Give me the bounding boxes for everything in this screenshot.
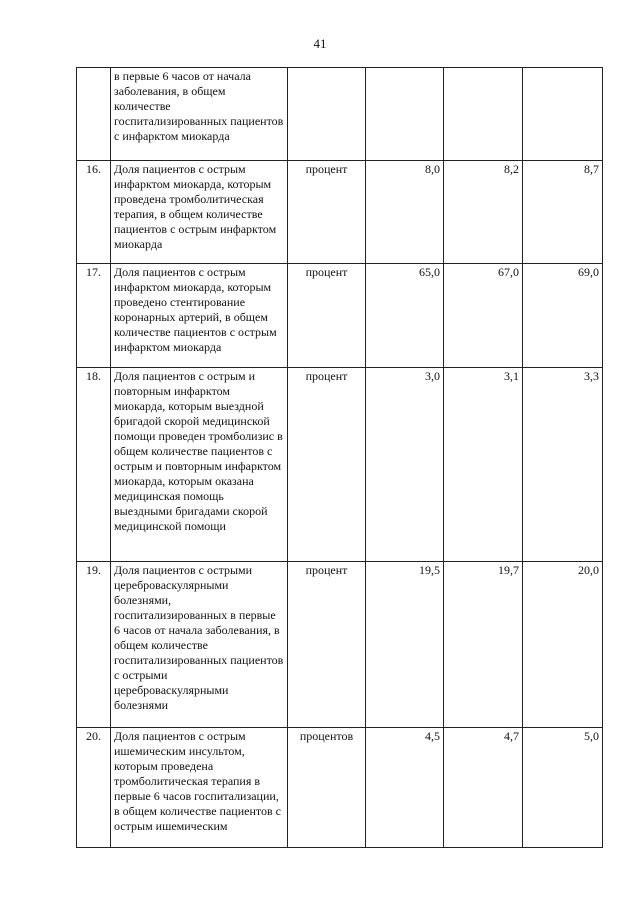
- value-year-2: 67,0: [444, 264, 523, 368]
- table-row: [77, 728, 603, 848]
- value-year-2: 19,7: [444, 562, 523, 728]
- indicator-name: Доля пациентов с острым ишемическим инсультом, которым проведена тромболитическая терапия в первые 6 часов госпитализации, в общем количестве пациентов с острым ишемическим: [111, 728, 288, 848]
- value-year-1: 3,0: [366, 368, 444, 562]
- value-year-2: 3,1: [444, 368, 523, 562]
- row-number: 17.: [77, 264, 111, 368]
- value-year-1: 8,0: [366, 161, 444, 264]
- value-year-1: 4,5: [366, 728, 444, 848]
- value-year-2: 8,2: [444, 161, 523, 264]
- row-number: 19.: [77, 562, 111, 728]
- unit-cell: процент: [288, 562, 366, 728]
- indicators-table: [76, 67, 603, 848]
- table-row: [77, 264, 603, 368]
- value-year-1: 65,0: [366, 264, 444, 368]
- unit-cell: процент: [288, 368, 366, 562]
- value-year-1: [366, 68, 444, 161]
- value-year-3: 69,0: [523, 264, 603, 368]
- value-year-3: 20,0: [523, 562, 603, 728]
- unit-cell: процент: [288, 264, 366, 368]
- row-number: 18.: [77, 368, 111, 562]
- unit-cell: [288, 68, 366, 161]
- indicator-name: Доля пациентов с острым и повторным инфарктом миокарда, которым выездной бригадой скорой медицинской помощи проведен тромболизис в общем количестве пациентов с острым и повторным инфарктом миокарда, которым оказана медицинская помощь выездными бригадами скорой медицинской помощи: [111, 368, 288, 562]
- unit-cell: процент: [288, 161, 366, 264]
- indicator-name: в первые 6 часов от начала заболевания, в общем количестве госпитализированных пациентов с инфарктом миокарда: [111, 68, 288, 161]
- value-year-1: 19,5: [366, 562, 444, 728]
- value-year-2: [444, 68, 523, 161]
- row-number: 16.: [77, 161, 111, 264]
- table-row: [77, 68, 603, 161]
- value-year-3: [523, 68, 603, 161]
- table-row: [77, 368, 603, 562]
- row-number: 20.: [77, 728, 111, 848]
- row-number: [77, 68, 111, 161]
- page-number: 41: [313, 36, 327, 51]
- value-year-2: 4,7: [444, 728, 523, 848]
- indicator-name: Доля пациентов с острыми цереброваскулярными болезнями, госпитализированных в первые 6 часов от начала заболевания, в общем количестве госпитализированных пациентов с острыми цереброваскулярными болезнями: [111, 562, 288, 728]
- indicator-name: Доля пациентов с острым инфарктом миокарда, которым проведено стентирование коронарных артерий, в общем количестве пациентов с острым инфарктом миокарда: [111, 264, 288, 368]
- value-year-3: 8,7: [523, 161, 603, 264]
- unit-cell: процентов: [288, 728, 366, 848]
- indicator-name: Доля пациентов с острым инфарктом миокарда, которым проведена тромболитическая терапия, в общем количестве пациентов с острым инфарктом миокарда: [111, 161, 288, 264]
- value-year-3: 5,0: [523, 728, 603, 848]
- value-year-3: 3,3: [523, 368, 603, 562]
- table-row: [77, 562, 603, 728]
- table-row: [77, 161, 603, 264]
